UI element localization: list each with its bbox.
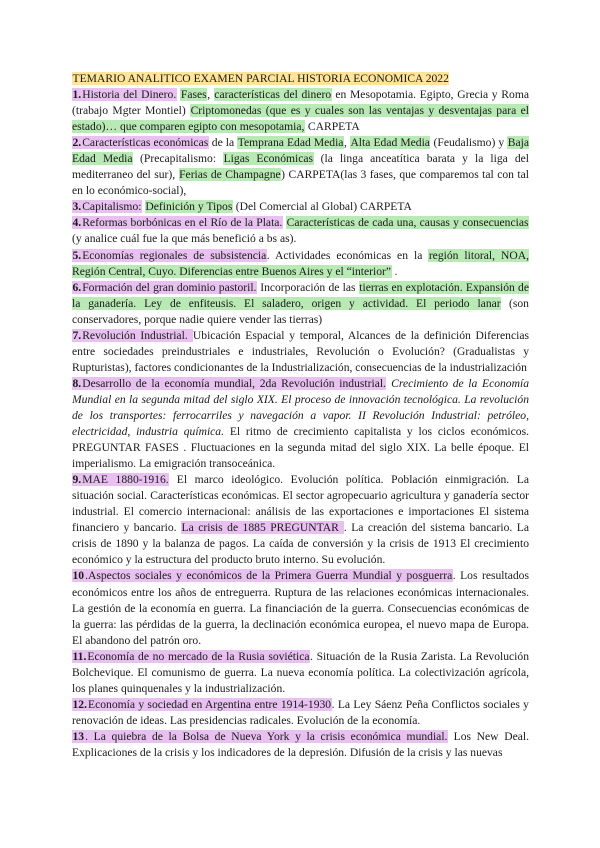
highlighted-text: 8. (72, 376, 82, 390)
body-text: Crecimiento de la Economía Mundial en la segunda mitad del siglo XIX. El proceso de innovación tecnológica. La revolución de los transportes: ferrocarriles y navegación a vapor. II Revolución Industrial: petróleo, electricidad, industria química. (72, 376, 529, 439)
topic-paragraph (72, 135, 529, 199)
highlighted-text: tierras en explotación. Expansión de la ganadería. Ley de enfiteusis. El saladero, origen y actividad. El periodo lanar (72, 280, 529, 310)
highlighted-text: Fases (180, 88, 207, 102)
highlighted-text: Ligas Económicas (223, 152, 314, 166)
highlighted-text: Características económicas (82, 136, 209, 150)
topic-paragraph (72, 280, 529, 328)
body-text: , (207, 88, 214, 102)
highlighted-text: 7. (72, 328, 82, 342)
highlighted-text: Baja Edad Media (72, 136, 529, 166)
highlighted-text: Criptomonedas (que es y cuales son las ventajas y desventajas para el estado)… que comparen egipto con mesopotamia, (72, 104, 529, 134)
highlighted-text: MAE 1880-1916. (82, 473, 169, 487)
topic-list (72, 87, 529, 761)
topic-paragraph (72, 697, 529, 729)
body-text: (y analice cuál fue la que más benefició a bs as). (72, 232, 297, 246)
highlighted-text: 12. (72, 697, 87, 711)
body-text: El ritmo de crecimiento capitalista y los ciclos económicos. PREGUNTAR FASES . Fluctuaciones en la segunda mitad del siglo XIX. La belle époque. El imperialismo. La emigración transoceánica. (72, 425, 529, 471)
highlighted-text: 13 (72, 729, 85, 743)
title-text: TEMARIO ANALITICO EXAMEN PARCIAL HISTORIA ECONOMICA 2022 (72, 72, 449, 85)
highlighted-text: 6. (72, 280, 82, 294)
highlighted-text: Economías regionales de subsistencia (82, 248, 267, 262)
body-text: de la (208, 136, 238, 150)
highlighted-text: Ferias de Champagne (179, 168, 281, 182)
topic-paragraph (72, 248, 529, 280)
topic-paragraph (72, 376, 529, 472)
topic-paragraph (72, 328, 529, 376)
highlighted-text: . La quiebra de la Bolsa de Nueva York y la crisis económica mundial. (85, 729, 448, 743)
topic-paragraph (72, 568, 529, 648)
body-text: ) CARPETA(las 3 fases, que comparemos tal con tal en lo económico-social), (72, 168, 529, 198)
highlighted-text: Alta Edad Media (350, 136, 430, 150)
body-text: . Los resultados económicos entre los años de entreguerra. Ruptura de las relaciones económicas internacionales. La gestión de la economía en guerra. La financiación de la guerra. Consecuencias económicas de la guerra: las pérdidas de la guerra, la declinación económica europea, el nuevo mapa de Europa. El abandono del patrón oro. (72, 569, 529, 647)
highlighted-text: 4. (72, 216, 82, 230)
document-body (72, 71, 529, 761)
topic-paragraph (72, 215, 529, 247)
body-text: . Actividades económicas en la (266, 248, 429, 262)
highlighted-text: Desarrollo de la economía mundial, 2da Revolución industrial. (82, 376, 386, 390)
body-text: (la linga anceatítica barata y la liga del mediterraneo del sur), (72, 152, 530, 182)
body-text: CARPETA (304, 120, 360, 134)
body-text: . La Ley Sáenz Peña Conflictos sociales y renovación de ideas. Las presidencias radicales. Evolución de la economía. (72, 697, 529, 727)
highlighted-text: Capitalismo: (82, 200, 142, 214)
highlighted-text: 5. (72, 248, 82, 262)
body-text: (Feudalismo) y (430, 136, 508, 150)
highlighted-text: Formación del gran dominio pastoril. (82, 280, 257, 294)
highlighted-text: Características de cada una, causas y consecuencias (286, 216, 529, 230)
body-text: (Precapitalismo: (133, 152, 224, 166)
highlighted-text: La crisis de 1885 PREGUNTAR (181, 521, 344, 535)
document-title (72, 71, 529, 87)
body-text: . (391, 264, 398, 278)
highlighted-text: 1. (72, 88, 82, 102)
body-text: Los New Deal. Explicaciones de la crisis y los indicadores de la depresión. Difusión de la crisis y las nuevas (72, 729, 529, 759)
body-text: El marco ideológico. Evolución política. Población einmigración. La situación social. Características económicas. El sector agropecuario agricultura y ganadería sector industrial. El comercio internacional: análisis de las exportaciones e importaciones El sistema financiero y bancario. (72, 473, 529, 535)
topic-paragraph (72, 649, 529, 697)
highlighted-text: características del dinero (214, 88, 332, 102)
highlighted-text: región litoral, NOA, Región Central, Cuyo. Diferencias entre Buenos Aires y el “interior” (72, 248, 529, 278)
body-text: . La creación del sistema bancario. La crisis de 1890 y la balanza de pagos. La caída de conversión y la crisis de 1913 El crecimiento económico y la estructura del producto bruto interno. Su evolución. (72, 521, 529, 567)
highlighted-text: Temprana Edad Media (237, 136, 344, 150)
body-text: Ubicación Espacial y temporal, Alcances de la definición Diferencias entre sociedades preindustriales e industriales, Revolución o Evolución? (Gradualistas y Rupturistas), factores condicionantes de la Industrialización, consecuencias de la industrialización (72, 328, 529, 374)
body-text: , (343, 136, 350, 150)
body-text: en Mesopotamia. Egipto, Grecia y Roma (trabajo Mgter Montiel) (72, 88, 529, 118)
highlighted-text: Revolución Industrial. (82, 328, 193, 342)
topic-paragraph (72, 87, 529, 135)
highlighted-text: Historia del Dinero. (82, 88, 177, 102)
highlighted-text: 3. (72, 200, 82, 214)
highlighted-text: Economía y sociedad en Argentina entre 1914-1930 (88, 697, 332, 711)
highlighted-text: 11. (72, 649, 87, 663)
highlighted-text: Definición y Tipos (145, 200, 233, 214)
body-text: . Situación de la Rusia Zarista. La Revolución Bolchevique. El comunismo de guerra. La nueva economía política. La colectivización agrícola, los planes quinquenales y la industrialización. (72, 649, 529, 695)
highlighted-text: Reformas borbónicas en el Río de la Plata. (82, 216, 283, 230)
body-text: Incorporación de las (256, 280, 359, 294)
highlighted-text: 9. (72, 473, 82, 487)
highlighted-text: Economía de no mercado de la Rusia soviética (87, 649, 310, 663)
highlighted-text: 2. (72, 136, 82, 150)
topic-paragraph (72, 729, 529, 761)
highlighted-text: .Aspectos sociales y económicos de la Primera Guerra Mundial y posguerra (85, 569, 453, 583)
body-text: (Del Comercial al Global) CARPETA (232, 200, 412, 214)
topic-paragraph (72, 199, 529, 215)
highlighted-text: 10 (72, 569, 85, 583)
topic-paragraph (72, 472, 529, 568)
body-text: (son conservadores, porque nadie quiere vender las tierras) (72, 296, 529, 326)
